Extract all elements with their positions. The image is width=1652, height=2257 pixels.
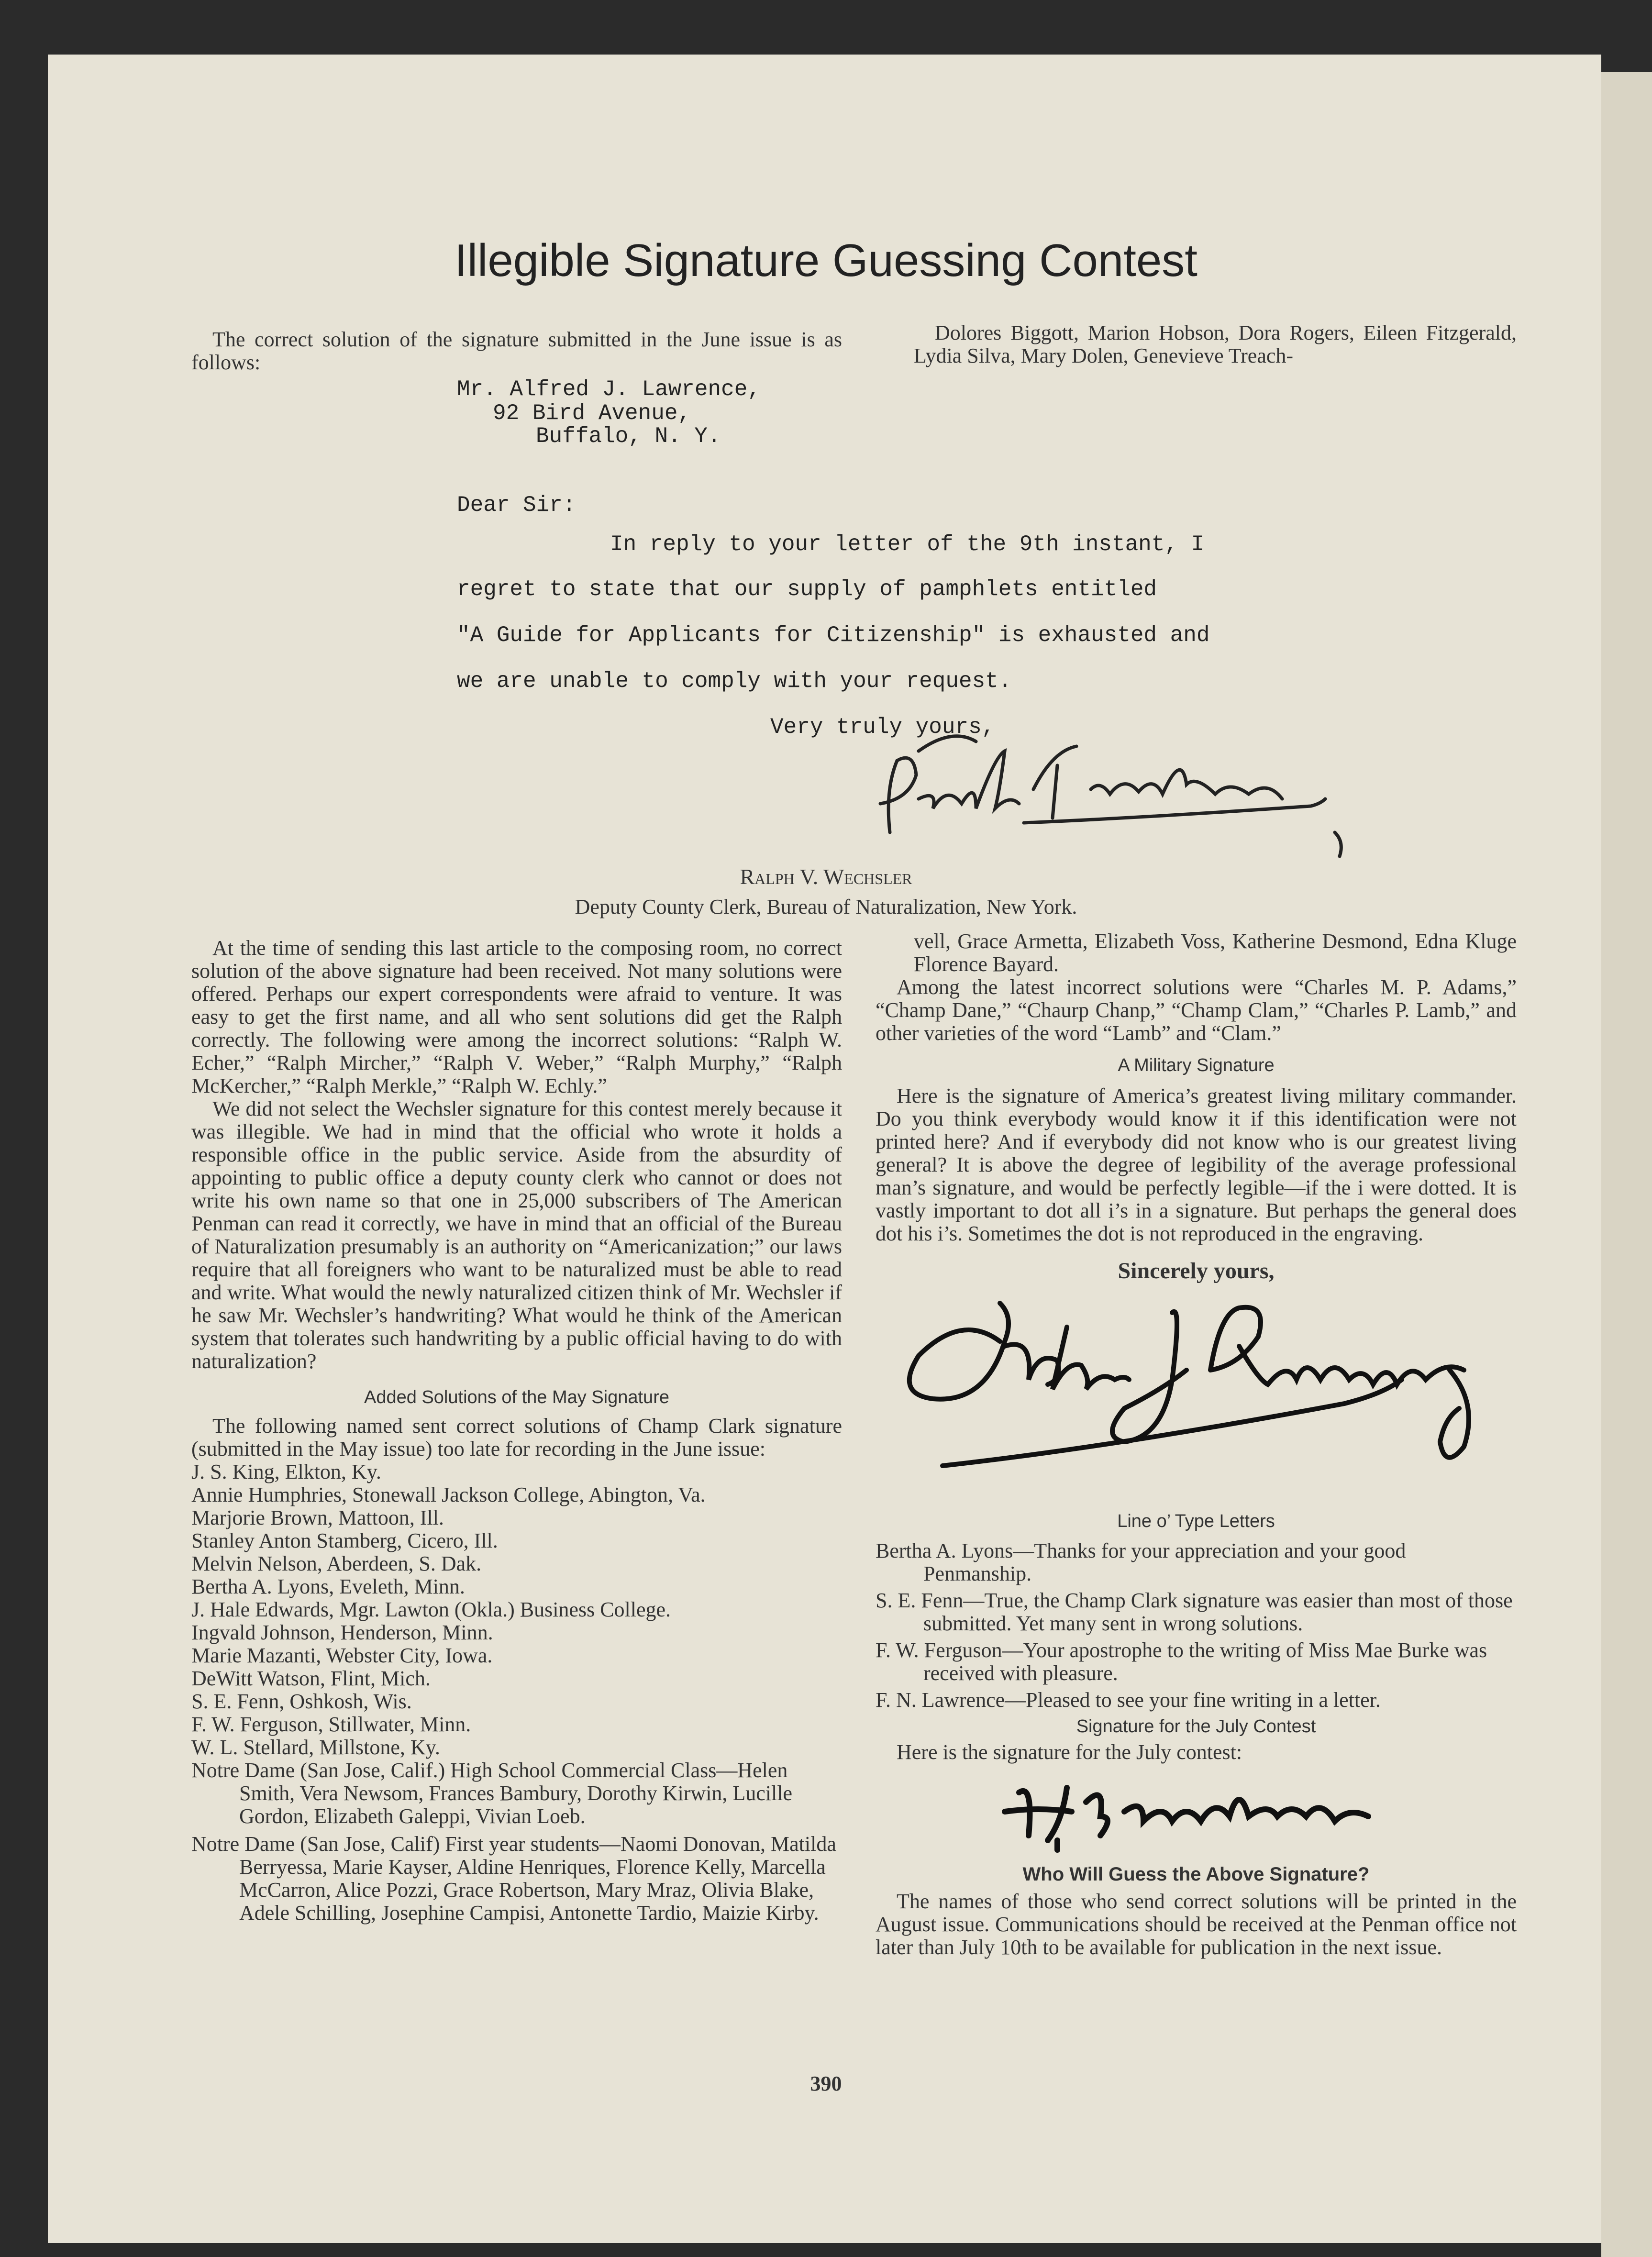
july-contest-heading: Signature for the July Contest — [1076, 1716, 1316, 1737]
type-letter-item: Bertha A. Lyons—Thanks for your appreciation and your good Penmanship. — [876, 1539, 1406, 1585]
right-column — [876, 930, 1517, 1959]
added-solutions-heading: Added Solutions of the May Signature — [364, 1387, 669, 1407]
sincerely-yours: Sincerely yours, — [1118, 1258, 1275, 1283]
name-list-item: Ingvald Johnson, Henderson, Minn. — [191, 1621, 493, 1644]
name-list-item: Melvin Nelson, Aberdeen, S. Dak. — [191, 1552, 482, 1575]
letter-closing: Very truly yours, — [770, 715, 995, 740]
left-paragraph-3: The following named sent correct solutions of Champ Clark signature (submitted in the May issue) too late for recording in the June issue: — [191, 1414, 842, 1460]
letter-signer-title: Deputy County Clerk, Bureau of Naturalization, New York. — [575, 895, 1077, 918]
right-paragraph-1: vell, Grace Armetta, Elizabeth Voss, Katherine Desmond, Edna Kluge Florence Bayard. — [914, 929, 1517, 976]
name-list-item: W. L. Stellard, Millstone, Ky. — [191, 1736, 440, 1759]
letter-salutation: Dear Sir: — [457, 493, 576, 518]
letter-address-3: Buffalo, N. Y. — [536, 424, 721, 449]
page-title: Illegible Signature Guessing Contest — [455, 235, 1197, 286]
july-contest-intro: Here is the signature for the July contest: — [897, 1740, 1242, 1764]
name-list-item: F. W. Ferguson, Stillwater, Minn. — [191, 1713, 471, 1736]
name-list-item: S. E. Fenn, Oshkosh, Wis. — [191, 1690, 412, 1713]
name-list-item: DeWitt Watson, Flint, Mich. — [191, 1667, 431, 1690]
who-will-guess-heading: Who Will Guess the Above Signature? — [1022, 1864, 1370, 1885]
letter-line-4: we are unable to comply with your request. — [457, 669, 1012, 694]
pershing-signature-image — [876, 1284, 1517, 1504]
left-paragraph-2: We did not select the Wechsler signature for this contest merely because it was illegible. We had in mind that the official who wrote it holds a responsible office in the public service. Aside from the absurdity of appointing to public office a deputy county clerk who cannot or does not write his own name so that one in 25,000 subscribers of The American Penman can read it correctly, we have in mind that an official of the Bureau of Naturalization presumably is an authority on “Americanization;” our laws require that all foreigners who want to be naturalized must be able to read and write. What would the newly naturalized citizen think of Mr. Wechsler if he saw Mr. Wechsler’s handwriting? What would he think of the American system that tolerates such handwriting by a public official having to do with naturalization? — [191, 1097, 842, 1373]
type-letter-item: S. E. Fenn—True, the Champ Clark signature was easier than most of those submitted. Yet many sent in wrong solutions. — [876, 1589, 1513, 1635]
left-paragraph-1: At the time of sending this last article to the composing room, no correct solution of the above signature had been received. Not many solutions were offered. Perhaps our expert correspondents were afraid to venture. It was easy to get the first name, and all who sent solutions did get the Ralph correctly. The following were among the incorrect solutions: “Ralph W. Echer,” “Ralph Mircher,” “Ralph V. Weber,” “Ralph Murphy,” “Ralph McKercher,” “Ralph Merkle,” “Ralph W. Echly.” — [191, 936, 842, 1097]
intro-left-text: The correct solution of the signature submitted in the June issue is as follows: — [191, 328, 842, 374]
name-list-item: Marjorie Brown, Mattoon, Ill. — [191, 1506, 444, 1529]
notre-dame-high-school: Notre Dame (San Jose, Calif.) High School Commercial Class—Helen Smith, Vera Newsom, Frances Bambury, Dorothy Kirwin, Lucille Gordon, Elizabeth Galeppi, Vivian Loeb. — [191, 1759, 793, 1828]
letter-signer-name: Ralph V. Wechsler — [740, 864, 912, 889]
letter-line-1: In reply to your letter of the 9th instant, I — [610, 532, 1205, 557]
letter-line-2: regret to state that our supply of pamphlets entitled — [457, 577, 1157, 602]
right-paragraph-2: Among the latest incorrect solutions were “Charles M. P. Adams,” “Champ Dane,” “Chaurp Chanp,” “Champ Clam,” “Charles P. Lamb,” and other varieties of the word “Lamb” and “Clam.” — [876, 975, 1517, 1045]
page-edge — [1601, 72, 1652, 2257]
line-o-type-heading: Line o’ Type Letters — [1117, 1511, 1275, 1531]
military-signature-heading: A Military Signature — [1118, 1055, 1275, 1075]
right-paragraph-5: The names of those who send correct solutions will be printed in the August issue. Communications should be received at the Penman office not later than July 10th to be available for publication in the next issue. — [876, 1890, 1517, 1959]
name-list-item: J. S. King, Elkton, Ky. — [191, 1460, 381, 1483]
intro-right-text: Dolores Biggott, Marion Hobson, Dora Rogers, Eileen Fitzgerald, Lydia Silva, Mary Dolen, Genevieve Treach- — [914, 321, 1517, 367]
left-column — [191, 937, 842, 1925]
name-list-item: Marie Mazanti, Webster City, Iowa. — [191, 1644, 493, 1667]
letter-line-3: "A Guide for Applicants for Citizenship" is exhausted and — [457, 623, 1210, 648]
intro-right — [914, 321, 1517, 367]
wechsler-signature-image — [852, 722, 1368, 866]
name-list-item: J. Hale Edwards, Mgr. Lawton (Okla.) Business College. — [191, 1598, 671, 1621]
right-paragraph-3: Here is the signature of America’s greatest living military commander. Do you think everybody would know it if this identification were not printed here? And if everybody did not know who is our greatest living general? It is above the degree of legibility of the average professional man’s signature, and would be perfectly legible—if the i were dotted. It is vastly important to dot all i’s in a signature. But perhaps the general does dot his i’s. Sometimes the dot is not reproduced in the engraving. — [876, 1084, 1517, 1245]
page-number: 390 — [810, 2072, 842, 2095]
name-list-item: Annie Humphries, Stonewall Jackson College, Abington, Va. — [191, 1483, 706, 1506]
notre-dame-first-year: Notre Dame (San Jose, Calif) First year students—Naomi Donovan, Matilda Berryessa, Marie Kayser, Aldine Henriques, Florence Kelly, Marcella McCarron, Alice Pozzi, Grace Robertson, Mary Mraz, Olivia Blake, Adele Schilling, Josephine Campisi, Antonette Tardio, Maizie Kirby. — [191, 1832, 836, 1925]
intro-left — [191, 328, 842, 374]
type-letter-item: F. W. Ferguson—Your apostrophe to the writing of Miss Mae Burke was received with pleasure. — [876, 1638, 1487, 1685]
letter-address-2: 92 Bird Avenue, — [493, 401, 691, 426]
letter-address-1: Mr. Alfred J. Lawrence, — [457, 377, 761, 402]
name-list-item: Stanley Anton Stamberg, Cicero, Ill. — [191, 1529, 498, 1552]
july-contest-signature-image — [876, 1764, 1517, 1855]
name-list-item: Bertha A. Lyons, Eveleth, Minn. — [191, 1575, 465, 1598]
type-letter-item: F. N. Lawrence—Pleased to see your fine writing in a letter. — [876, 1688, 1381, 1712]
